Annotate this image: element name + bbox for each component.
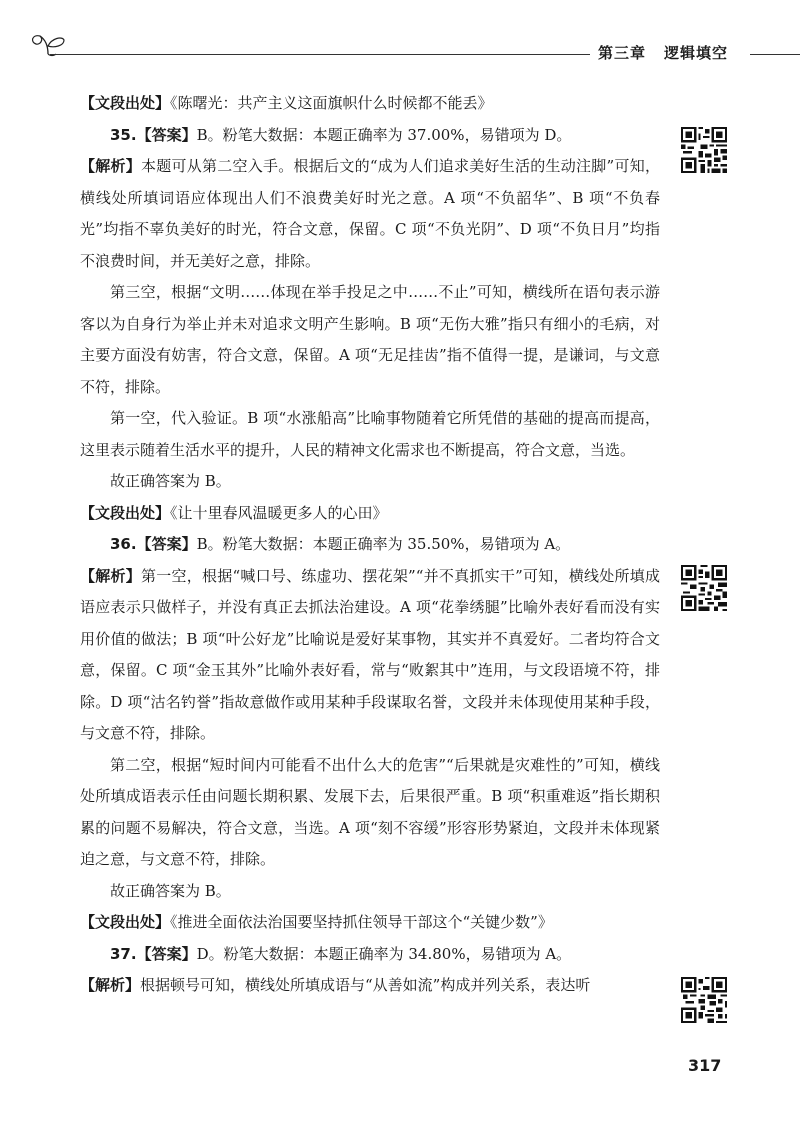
paragraph-text: 第二空，根据“短时间内可能看不出什么大的危害”“后果就是灾难性的”可知，横线处所填成语表示任由问题长期积累、发展下去，后果很严重。B 项“积重难返”指长期积累的问题不易解决，符合文意，当选。A 项“刻不容缓”形容形势紧迫，文段并未体现紧迫之意，与文意不符，排除。 — [80, 755, 660, 868]
source-text: 《推进全面依法治国要坚持抓住领导干部这个“关键少数”》 — [170, 913, 553, 931]
source-text: 《陈曙光：共产主义这面旗帜什么时候都不能丢》 — [170, 94, 493, 112]
page-number: 317 — [688, 1056, 722, 1075]
analysis-text: 根据顿号可知，横线处所填成语与“从善如流”构成并列关系，表达听 — [140, 976, 591, 994]
analysis-text: 第一空，根据“喊口号、练虚功、摆花架”“并不真抓实干”可知，横线处所填成语应表示只做样子，并没有真正去抓法治建设。A 项“花拳绣腿”比喻外表好看而没有实用价值的做法；B 项“叶公好龙”比喻说是爱好某事物，其实并不真爱好。二者均符合文意，保留。C 项“金玉其外”比喻外表好看，常与“败絮其中”连用，与文段语境不符，排除。D 项“沽名钓誉”指故意做作或用某种手段谋取名誉，文段并未体现使用某种手段，与文意不符，排除。 — [80, 566, 660, 742]
conclusion-36 — [80, 876, 660, 908]
analysis-36-blank-2 — [80, 750, 660, 876]
source-text: 《让十里春风温暖更多人的心田》 — [170, 503, 388, 522]
qr-code-icon[interactable] — [681, 565, 727, 611]
answer-text: B。粉笔大数据：本题正确率为 35.50%，易错项为 A。 — [196, 535, 571, 553]
header-rule-left — [50, 54, 590, 55]
source-line-35 — [80, 88, 660, 120]
analysis-35-blank-3 — [80, 277, 660, 403]
source-line-37 — [80, 907, 660, 939]
conclusion-35 — [80, 466, 660, 498]
paragraph-text: 故正确答案为 B。 — [110, 881, 231, 900]
paragraph-text: 故正确答案为 B。 — [110, 472, 231, 490]
answer-tag: 35.【答案】 — [110, 125, 197, 144]
source-line-36 — [80, 498, 660, 530]
answer-35 — [80, 120, 660, 152]
qr-code-icon[interactable] — [681, 977, 727, 1023]
analysis-tag: 【解析】 — [80, 157, 142, 175]
analysis-35 — [80, 151, 660, 277]
source-tag: 【文段出处】 — [80, 503, 171, 522]
answer-tag: 36.【答案】 — [110, 535, 197, 553]
analysis-35-blank-1 — [80, 403, 660, 466]
paragraph-text: 第三空，根据“文明……体现在举手投足之中……不止”可知，横线所在语句表示游客以为自身行为举止并未对追求文明产生影响。B 项“无伤大雅”指只有细小的毛病，对主要方面没有妨害，符合文意，保留。A 项“无足挂齿”指不值得一提，是谦词，与文意不符，排除。 — [80, 283, 660, 396]
answer-text: B。粉笔大数据：本题正确率为 37.00%，易错项为 D。 — [196, 125, 572, 144]
analysis-36 — [80, 561, 660, 750]
answer-37 — [80, 939, 660, 971]
answer-text: D。粉笔大数据：本题正确率为 34.80%，易错项为 A。 — [196, 944, 572, 963]
analysis-tag: 【解析】 — [80, 566, 141, 585]
chapter-number: 第三章 — [598, 44, 647, 62]
qr-code-icon[interactable] — [681, 127, 727, 173]
chapter-name: 逻辑填空 — [664, 44, 729, 62]
answer-tag: 37.【答案】 — [110, 944, 197, 963]
source-tag: 【文段出处】 — [80, 913, 171, 931]
header-rule-right — [750, 54, 800, 55]
analysis-tag: 【解析】 — [80, 976, 141, 994]
analysis-text: 本题可从第二空入手。根据后文的“成为人们追求美好生活的生动注脚”可知，横线处所填词语应体现出人们不浪费美好时光之意。A 项“不负韶华”、B 项“不负春光”均指不辜负美好的时光，符合文意，保留。C 项“不负光阴”、D 项“不负日月”均指不浪费时间，并无美好之意，排除。 — [80, 157, 660, 270]
answer-36 — [80, 529, 660, 561]
analysis-37 — [80, 970, 660, 1002]
page-body — [80, 88, 660, 1002]
paragraph-text: 第一空，代入验证。B 项“水涨船高”比喻事物随着它所凭借的基础的提高而提高，这里表示随着生活水平的提升，人民的精神文化需求也不断提高，符合文意，当选。 — [80, 409, 660, 459]
source-tag: 【文段出处】 — [80, 94, 171, 112]
chapter-title — [598, 42, 728, 63]
page-header — [0, 0, 800, 70]
